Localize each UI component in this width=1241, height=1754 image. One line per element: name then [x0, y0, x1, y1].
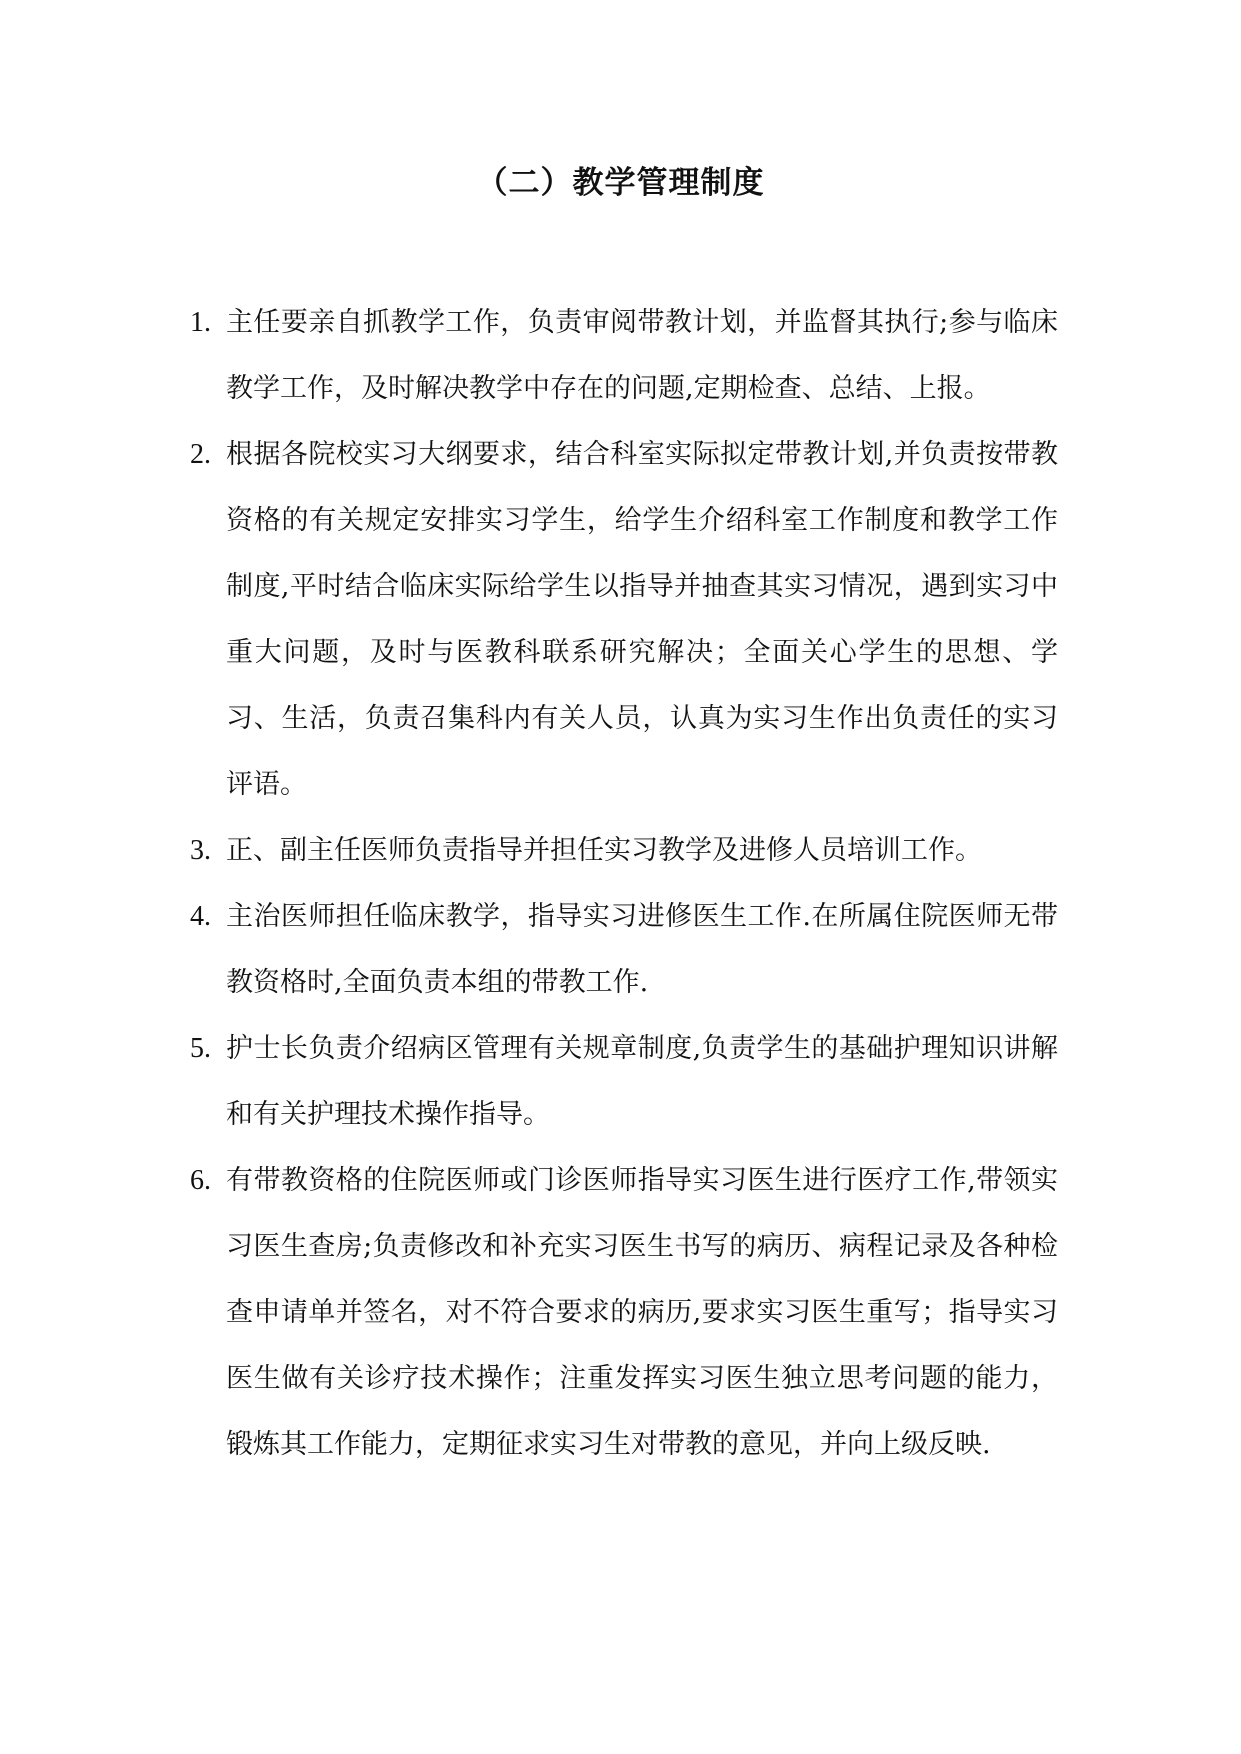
item-text: 有带教资格的住院医师或门诊医师指导实习医生进行医疗工作,带领实习医生查房;负责修改和补充实习医生书写的病历、病程记录及各种检查申请单并签名，对不符合要求的病历,要求实习医生重写；指导实习医生做有关诊疗技术操作；注重发挥实习医生独立思考问题的能力，锻炼其工作能力，定期征求实习生对带教的意见，并向上级反映.	[226, 1165, 1058, 1460]
item-text: 根据各院校实习大纲要求，结合科室实际拟定带教计划,并负责按带教资格的有关规定安排实习学生，给学生介绍科室工作制度和教学工作制度,平时结合临床实际给学生以指导并抽查其实习情况，遇到实习中重大问题，及时与医教科联系研究解决；全面关心学生的思想、学习、生活，负责召集科内有关人员，认真为实习生作出负责任的实习评语。	[226, 439, 1058, 800]
item-number: 5.	[190, 1033, 211, 1064]
document-title: （二）教学管理制度	[476, 165, 765, 201]
item-text: 正、副主任医师负责指导并担任实习教学及进修人员培训工作。	[226, 835, 982, 866]
list-item	[190, 422, 1058, 818]
item-text: 主任要亲自抓教学工作，负责审阅带教计划，并监督其执行;参与临床教学工作，及时解决教学中存在的问题,定期检查、总结、上报。	[226, 307, 1058, 404]
list-item	[190, 1148, 1058, 1478]
item-text: 护士长负责介绍病区管理有关规章制度,负责学生的基础护理知识讲解和有关护理技术操作指导。	[226, 1033, 1058, 1130]
item-text: 主治医师担任临床教学，指导实习进修医生工作.在所属住院医师无带教资格时,全面负责本组的带教工作.	[226, 901, 1058, 998]
item-number: 4.	[190, 901, 211, 932]
list-item	[190, 1016, 1058, 1148]
list-item	[190, 818, 1058, 884]
list-item	[190, 884, 1058, 1016]
item-number: 1.	[190, 307, 211, 338]
list-item	[190, 290, 1058, 422]
item-number: 6.	[190, 1165, 211, 1196]
item-number: 2.	[190, 439, 211, 470]
rules-list	[190, 290, 1058, 1478]
item-number: 3.	[190, 835, 211, 866]
